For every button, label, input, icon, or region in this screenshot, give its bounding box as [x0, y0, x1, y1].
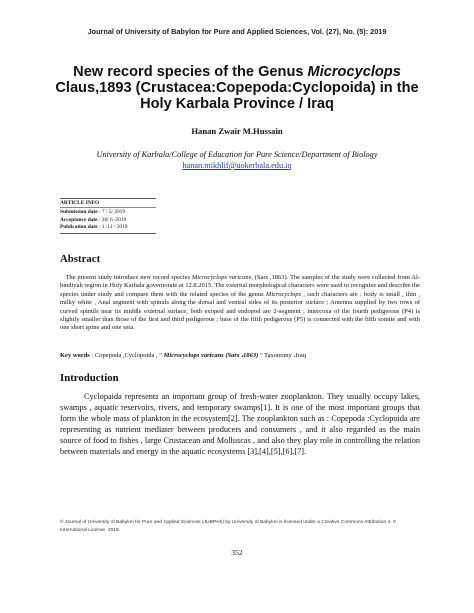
keywords-label: Key words: [60, 352, 90, 359]
keywords-text-2: " Taxonomy ،Iraq: [258, 352, 306, 359]
submission-date-label: Submission date: [60, 209, 98, 216]
author-name: Hanan Zwair M.Hussain: [191, 126, 283, 136]
acceptance-date-row: [60, 217, 156, 224]
affiliation: University of Karbala/College of Education for Pure Science/Department of Biology: [96, 150, 378, 159]
abstract-text-3: , such characters are : body is small , thin , milky white , Anal segment with spinuls along the dorsal and ventral sides of its posterior surface ; Antenna supplied by two rows of curved spinuls near its middle external surface, both exopod and endopod are 2-segment ; intercoxa of the fourth pedigerous (P4) is slightly smaller than those of the first and third pedigerous ; base of the fifth pedigerous (P5) is connected with the fifth somite and with one short spine and one seta.: [60, 290, 420, 332]
journal-header: Journal of University of Babylon for Pure and Applied Sciences, Vol. (27), No. (5): 2019: [87, 27, 387, 36]
publication-date-label: Publication date: [60, 224, 98, 231]
keywords-species: Microcyclops varicans (Sars ،1863): [163, 352, 259, 359]
abstract-species: Microcyclops varicans,: [191, 274, 253, 281]
publication-date-row: [60, 224, 156, 231]
article-info-box: [60, 198, 156, 234]
abstract-text: [60, 274, 420, 333]
license-footer: © Journal of University of Babylon for Pure and Applied Sciences (JUBPAS) by University of Babylon is licensed under a Creative Commons Attribution 4. 0 International License, 2019.: [60, 520, 396, 533]
introduction-heading: Introduction: [60, 372, 119, 384]
title-part-2: Claus,1893 (Crustacea:Copepoda:Cyclopoida) in the Holy Karbala Province / Iraq: [55, 80, 419, 112]
keywords-line: [60, 352, 420, 360]
publication-date-value: : 1 /11 / 2019: [98, 224, 128, 231]
title-part-1: New record species of the Genus: [73, 64, 308, 80]
submission-date-row: [60, 209, 156, 216]
introduction-text: [60, 392, 420, 457]
abstract-text-2: (Sars ,1863). The samples of the study were collected from Al-hindiyah region in Holy Karbala governorate at 12.8.2015. The external morphological characters were used to recognize and describe the species under study and compare them with the related species of the genus: [60, 274, 420, 298]
introduction-paragraph: Cyclopaida represents an important group of fresh-water zooplankton. They usually occupy lakes, swamps , aquatic reservoirs, rivers, and temporary swamps[1]. It is one of the most important groups that form the whole mass of plankton in the ecosystem[2]. The zooplankton such as : Copepoda :Cyclopoida are representing as nutrient mediater between producers and consumers , and it also regarded as the main source of food to fishes , large Crustacean and Molluscas , and also they play role in controlling the relation between materials and energy in the aquatic ecosystems [3],[4],[5],[6],[7].: [60, 392, 420, 456]
acceptance-date-label: Acceptance date: [60, 216, 98, 223]
abstract-heading: Abstract: [60, 253, 101, 265]
page-number: 352: [231, 548, 243, 557]
keywords-text-1: : Copepoda ,Cyclopoida , ": [89, 352, 164, 359]
title-genus: Microcyclops: [307, 64, 401, 80]
paper-title: [40, 64, 434, 112]
submission-date-value: : 7 / 5/ 2019: [98, 209, 126, 216]
article-info-heading: ARTICLE INFO: [60, 200, 156, 208]
abstract-genus: Microcyclops: [265, 290, 302, 298]
abstract-text-1: The present study introduce new record species: [65, 274, 192, 281]
author-email-link[interactable]: hanan.mikhlif@uokerbala.edu.iq: [182, 161, 292, 170]
affiliation-block: [30, 149, 444, 171]
acceptance-date-value: : 26/ 6 /2019: [98, 216, 127, 223]
